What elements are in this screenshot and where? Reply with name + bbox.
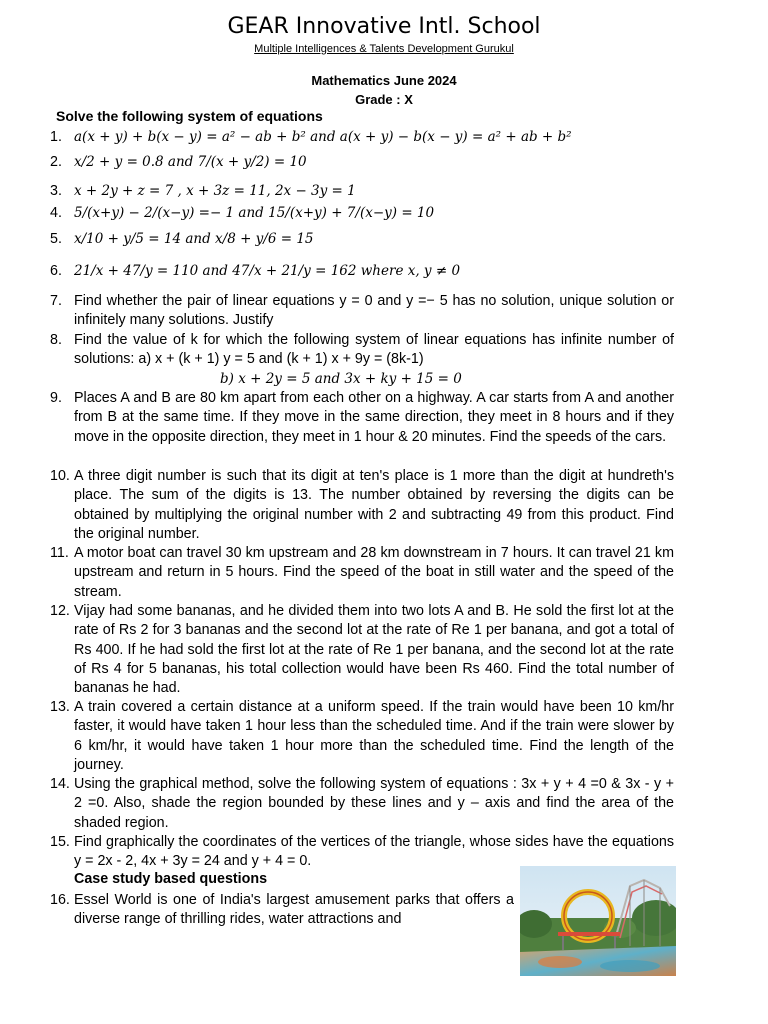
exam-title: Mathematics June 2024 [311,73,457,88]
section-heading: Solve the following system of equations [56,108,323,124]
question-text: Find whether the pair of linear equations y = 0 and y =− 5 has no solution, unique solution or infinitely many solutions. Justify [74,293,674,329]
roller-coaster-illustration [520,866,676,976]
question-text: Vijay had some bananas, and he divided them into two lots A and B. He sold the first lot at the rate of Rs 2 for 3 bananas and the second lot at the rate of Re 1 per banana, and got a total of Rs 400. If he had sold the first lot at the rate of Re 1 per banana, and the second lot at the rate of Rs 4 for 5 bananas, his total collection would have been Rs 460. Find the total number of bananas he had. [74,603,674,697]
grade-label: Grade : X [355,92,413,107]
question-11 [50,544,674,602]
question-13 [50,698,674,775]
question-number: 10. [50,468,70,484]
question-number: 11. [50,545,69,561]
question-text: Find the value of k for which the following system of linear equations has infinite number of solutions: a) x + (k + 1) y = 5 and (k + 1) x + 9y = (8k-1) [74,332,674,368]
question-text: 5/(x+y) − 2/(x−y) =− 1 and 15/(x+y) + 7/(x−y) = 10 [74,205,435,221]
school-tagline [0,43,768,55]
question-text: A train covered a certain distance at a uniform speed. If the train would have been 10 km/hr faster, it would have taken 1 hour less than the scheduled time. And if the train were slower by 6 km/hr, it would have taken 1 hour more than the scheduled time. Find the length of the journey. [74,699,674,773]
question-4 [50,204,674,223]
question-text: x/2 + y = 0.8 and 7/(x + y/2) = 10 [74,154,307,170]
question-number: 6. [50,263,62,279]
question-text: 21/x + 47/y = 110 and 47/x + 21/y = 162 where x, y ≠ 0 [74,263,461,279]
question-text: a(x + y) + b(x − y) = a² − ab + b² and a(x + y) − b(x − y) = a² + ab + b² [74,129,572,145]
question-14 [50,775,674,833]
question-text: x + 2y + z = 7 , x + 3z = 11, 2x − 3y = 1 [74,183,356,199]
question-number: 15. [50,834,70,850]
question-3 [50,182,674,201]
question-8-part-b: b) x + 2y = 5 and 3x + ky + 15 = 0 [220,370,462,387]
question-number: 16. [50,892,70,908]
question-text: x/10 + y/5 = 14 and x/8 + y/6 = 15 [74,231,314,247]
question-2 [50,153,674,172]
question-number: 1. [50,129,62,145]
question-6 [50,262,674,281]
question-number: 12. [50,603,70,619]
question-text: A motor boat can travel 30 km upstream and 28 km downstream in 7 hours. It can travel 21 km upstream and return in 5 hours. Find the speed of the boat in still water and the speed of the stream. [74,545,674,600]
question-text: A three digit number is such that its digit at ten's place is 1 more than the digit at hundreth's place. The sum of the digits is 13. The number obtained by reversing the digits can be obtained by multiplying the original number with 2 and subtracting 49 from this product. Find the original number. [74,468,674,542]
question-number: 13. [50,699,70,715]
question-1 [50,128,674,147]
question-8 [50,331,674,389]
case-study-heading: Case study based questions [74,871,268,887]
question-number: 9. [50,390,62,406]
question-number: 5. [50,231,62,247]
question-number: 8. [50,332,62,348]
question-number: 14. [50,776,70,792]
question-text: Places A and B are 80 km apart from each other on a highway. A car starts from A and another from B at the same time. If they move in the same direction, they meet in 8 hours and if they move in the opposite direction, they meet in 1 hour & 20 minutes. Find the speeds of the cars. [74,390,674,445]
question-7 [50,292,674,331]
school-name: GEAR Innovative Intl. School [227,14,541,39]
amusement-park-photo [520,866,676,976]
question-10 [50,467,674,544]
question-number: 2. [50,154,62,170]
question-number: 7. [50,293,62,309]
question-9 [50,389,674,447]
question-5 [50,230,674,249]
question-text: Essel World is one of India's largest amusement parks that offers a diverse range of thrilling rides, water attractions and [74,892,514,928]
question-text: Find graphically the coordinates of the vertices of the triangle, whose sides have the equations y = 2x - 2, 4x + 3y = 24 and y + 4 = 0. [74,834,674,870]
question-16 [50,891,514,930]
question-number: 3. [50,183,62,199]
question-number: 4. [50,205,62,221]
tagline-text: Multiple Intelligences & Talents Development Gurukul [254,43,514,55]
question-text: Using the graphical method, solve the following system of equations : 3x + y + 4 =0 & 3x - y + 2 =0. Also, shade the region bounded by these lines and y – axis and find the area of the shaded region. [74,776,674,831]
question-12 [50,602,674,698]
